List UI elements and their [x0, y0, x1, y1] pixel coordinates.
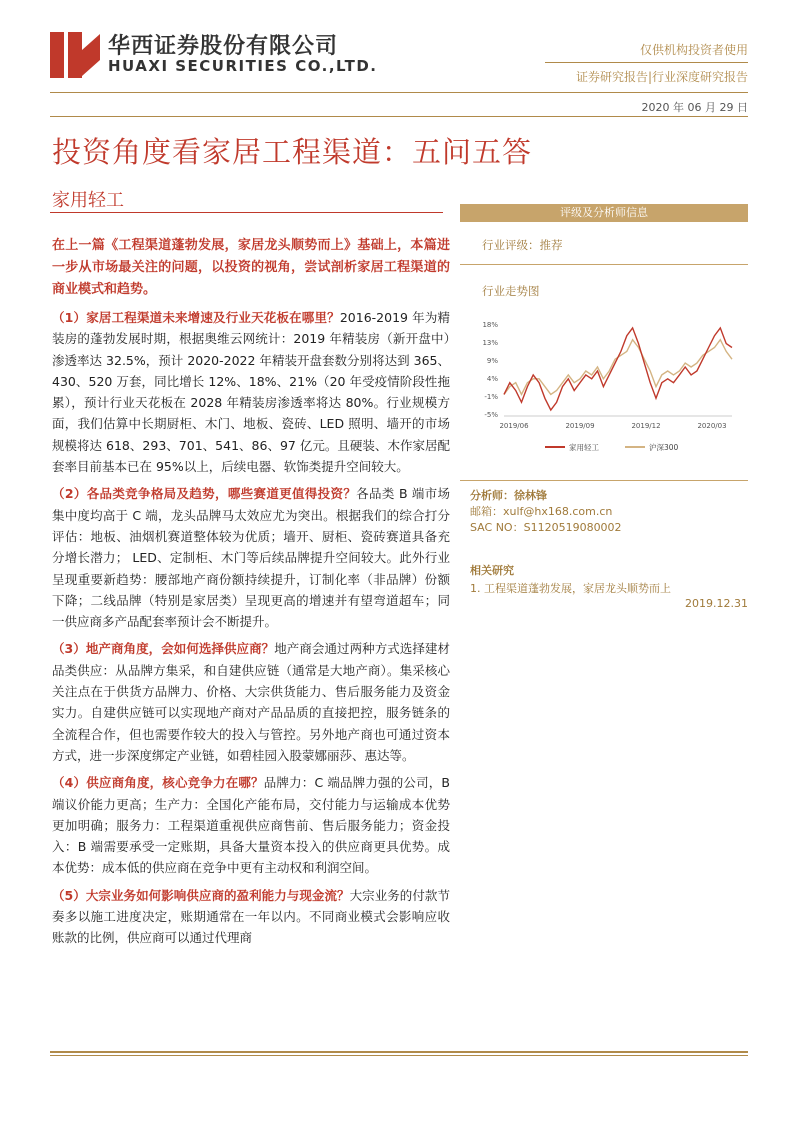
q5-text: 大宗业务的付款节奏多以施工进度决定，账期通常在一年以内。不同商业模式会影响应收账款的比例，供应商可以通过代理商	[52, 887, 450, 946]
sac-line	[470, 519, 622, 535]
x-tick-label: 2020/03	[697, 422, 727, 430]
q1-paragraph	[52, 307, 450, 477]
related-item[interactable]: 1. 工程渠道蓬勃发展，家居龙头顺势而上	[470, 582, 671, 595]
x-tick-label: 2019/09	[565, 422, 595, 430]
brand-name-en: HUAXI SECURITIES CO.,LTD.	[108, 57, 378, 75]
series-line	[504, 328, 732, 410]
rating-label: 行业评级：	[482, 238, 540, 252]
audience-note: 仅供机构投资者使用	[639, 43, 748, 57]
related-label: 相关研究	[470, 564, 514, 577]
email-line	[470, 503, 612, 519]
sidebar-rule	[460, 264, 748, 265]
y-tick-label: -5%	[484, 411, 498, 419]
y-tick-label: 13%	[482, 339, 498, 347]
lead-paragraph: 在上一篇《工程渠道蓬勃发展，家居龙头顺势而上》基础上，本篇进一步从市场最关注的问题，以投资的视角，尝试剖析家居工程渠道的商业模式和趋势。	[52, 238, 450, 297]
sac-value: S1120519080002	[523, 521, 622, 534]
huaxi-logo-icon	[50, 30, 100, 80]
header-rule	[50, 92, 748, 93]
q5-title: （5）大宗业务如何影响供应商的盈利能力与现金流？	[52, 887, 350, 903]
analyst-name: 徐林锋	[514, 489, 547, 502]
related-date: 2019.12.31	[685, 597, 748, 610]
x-tick-label: 2019/12	[631, 422, 661, 430]
brand-name-cn: 华西证券股份有限公司	[108, 34, 339, 59]
sector-rule	[50, 212, 443, 213]
y-tick-label: 18%	[482, 321, 498, 329]
y-tick-label: 9%	[486, 357, 498, 365]
trend-label: 行业走势图	[482, 284, 540, 298]
chart-bottom-rule	[460, 480, 748, 481]
q4-paragraph	[52, 772, 450, 878]
report-date: 2020 年 06 月 29 日	[641, 101, 748, 114]
report-type: 证券研究报告|行业深度研究报告	[575, 70, 748, 84]
email-value[interactable]: xulf@hx168.com.cn	[503, 505, 613, 518]
legend-label: 家用轻工	[569, 443, 599, 452]
page-title: 投资角度看家居工程渠道：五问五答	[52, 135, 533, 169]
q2-text: 各品类 B 端市场集中度均高于 C 端，龙头品牌马太效应尤为突出。根据我们的综合打分评估：地板、油烟机赛道整体较为优质；墙开、厨柜、瓷砖赛道具备充分增长潜力； LED、定制柜、木门等后续品牌提升空间较大。此外行业呈现重要新趋势：腰部地产商份额持续提升，订制化率（非品牌）份额下降；二线品牌（特别是家居类）呈现更高的增速并有望弯道超车；同一供应商多产品配套率预计会不断提升。	[52, 486, 450, 630]
sector-label: 家用轻工	[52, 190, 124, 211]
y-tick-label: 4%	[486, 375, 498, 383]
series-line	[504, 340, 732, 395]
q3-text: 地产商会通过两种方式选择建材品类供应：从品牌方集采，和自建供应链（通常是大地产商）。集采核心关注点在于供货方品牌力、价格、大宗供货能力、售后服务能力及资金实力。自建供应链可以实现地产商对产品品质的直接把控，服务链条的全流程合作，但也需要作较大的投入与管控。另外地产商也可通过资本方式，进一步深度绑定产业链，如碧桂园入股蒙娜丽莎、惠达等。	[52, 641, 450, 763]
x-tick-label: 2019/06	[499, 422, 529, 430]
q2-title: （2）各品类竞争格局及趋势，哪些赛道更值得投资？	[52, 486, 357, 502]
header-divider	[545, 62, 748, 63]
footer-rule-thin	[50, 1055, 748, 1056]
legend-label: 沪深300	[649, 443, 679, 452]
q2-paragraph	[52, 483, 450, 632]
main-body	[52, 235, 450, 949]
q4-title: （4）供应商角度，核心竞争力在哪？	[52, 775, 264, 791]
q1-title: （1）家居工程渠道未来增速及行业天花板在哪里？	[52, 310, 340, 325]
analyst-line	[470, 487, 547, 503]
date-rule	[50, 116, 748, 117]
analyst-label: 分析师：	[470, 489, 514, 502]
q3-paragraph	[52, 638, 450, 766]
footer-rule	[50, 1051, 748, 1053]
email-label: 邮箱：	[470, 505, 503, 518]
q1-text: 2016-2019 年为精装房的蓬勃发展时期，根据奥维云网统计：2019 年精装房（新开盘中）渗透率达 32.5%，预计 2020-2022 年精装开盘套数分别将达到 365、430、520 万套，同比增长 12%、18%、21%（20 年受疫情阶段性拖累），预计行业天花板在 2028 年精装房渗透率将达 80%。行业规模方面，我们估算中长期厨柜、木门、地板、瓷砖、LED 照明、墙开的市场规模将达 618、293、701、541、86、97 亿元。且硬装、木作家居配套率目前基本已在 95%以上，后续电器、软饰类提升空间较大。	[52, 310, 451, 475]
q5-paragraph	[52, 885, 450, 949]
sac-label: SAC NO：	[470, 521, 524, 534]
trend-chart	[470, 312, 745, 462]
q4-text: 品牌力：C 端品牌力强的公司，B 端议价能力更高；生产力：全国化产能布局，交付能力与运输成本优势更加明确；服务力：工程渠道重视供应商售前、售后服务能力；资金投入：B 端需要承受一定账期，具备大量资本投入的供应商更具优势。成本优势：成本低的供应商在竞争中更有主动权和利润空间。	[52, 775, 451, 876]
q3-title: （3）地产商角度，会如何选择供应商？	[52, 641, 275, 657]
rating-value: 推荐	[539, 238, 563, 252]
sidebar-title: 评级及分析师信息	[460, 204, 748, 222]
rating-line	[482, 237, 563, 253]
y-tick-label: -1%	[484, 393, 498, 401]
